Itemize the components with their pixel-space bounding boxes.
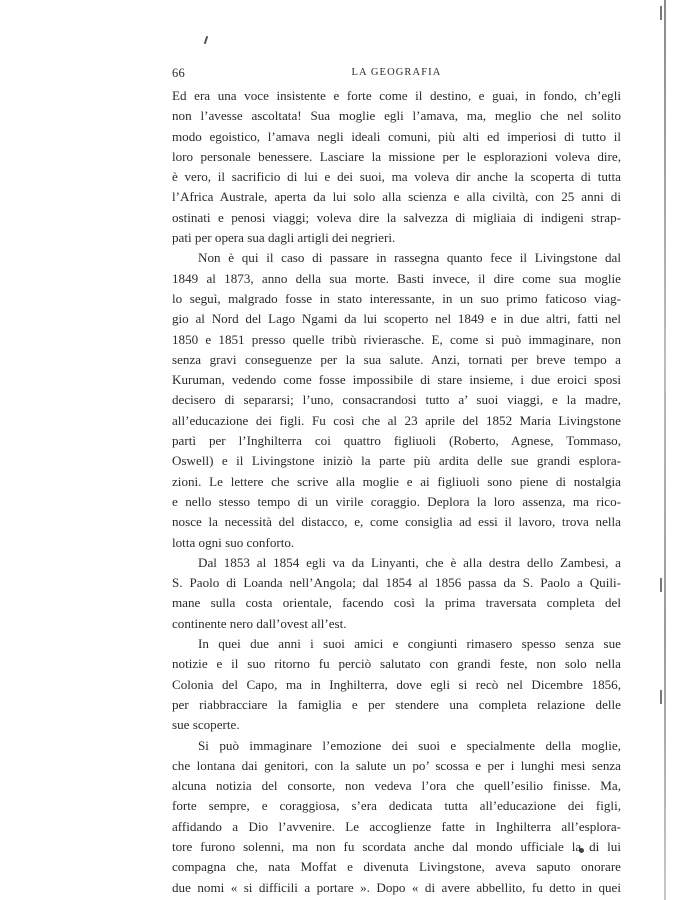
- text-line: è vero, il sacrificio di lui e dei suoi, ma voleva dir anche la scoperta di tutta: [172, 169, 621, 185]
- paragraph: [172, 736, 621, 898]
- text-line: S. Paolo di Loanda nell’Angola; dal 1854 al 1856 passa da S. Paolo a Quili-: [172, 575, 621, 591]
- paragraph: [172, 86, 621, 248]
- text-line: ostinati e penosi viaggi; voleva dire la salvezza di migliaia di indigeni strap-: [172, 209, 621, 225]
- body-text: [172, 86, 621, 898]
- text-line: In quei due anni i suoi amici e congiunti rimasero spesso senza sue: [198, 636, 621, 652]
- text-line: Kuruman, vedendo come fosse impossibile di stare insieme, i due eroici sposi: [172, 372, 621, 388]
- running-title: LA GEOGRAFIA: [351, 67, 442, 78]
- text-line: lotta ogni suo conforto.: [172, 534, 295, 550]
- text-line: zioni. Le lettere che scrive alla moglie e ai figliuoli sono piene di nostalgia: [172, 473, 621, 489]
- text-line: due nomi « si difficili a portare ». Dopo « di avere abbellito, fu detto in quei: [172, 879, 621, 895]
- paragraph: [172, 248, 621, 552]
- text-line: e nello stesso tempo di un virile coraggio. Deplora la loro assenza, ma rico-: [172, 493, 621, 509]
- text-line: gio al Nord del Lago Ngami da lui scoperto nel 1849 e in due altri, fatti nel: [172, 311, 621, 327]
- edge-mark: [660, 578, 662, 592]
- text-line: non l’avesse ascoltata! Sua moglie egli l’amava, ma, meglio che nel solito: [172, 108, 621, 124]
- text-line: l’Africa Australe, aperta da lui solo alla scienza e alla civiltà, con 25 anni di: [172, 189, 621, 205]
- text-line: mane sulla costa orientale, facendo così la prima traversata completa del: [172, 595, 621, 611]
- text-line: che lontana dai genitori, con la salute un po’ scossa e per i lunghi mesi senza: [172, 757, 621, 773]
- text-line: compagna che, nata Moffat e divenuta Livingstone, aveva saputo onorare: [172, 859, 621, 875]
- text-line: forte sempre, e coraggiosa, s’era dedicata tutta all’educazione dei figli,: [172, 798, 621, 814]
- page-number: 66: [172, 66, 186, 80]
- text-line: decisero di separarsi; l’uno, consacrandosi tutto a’ suoi viaggi, e la madre,: [172, 392, 621, 408]
- stray-ink-mark: [204, 36, 208, 44]
- text-line: partì per l’Inghilterra coi quattro figliuoli (Roberto, Agnese, Tommaso,: [172, 433, 621, 449]
- paragraph: [172, 634, 621, 735]
- text-line: Si può immaginare l’emozione dei suoi e specialmente della moglie,: [198, 737, 621, 753]
- text-line: Non è qui il caso di passare in rassegna quanto fece il Livingstone dal: [198, 250, 621, 266]
- paragraph: [172, 553, 621, 634]
- text-line: per riabbracciare la famiglia e per stendere una completa relazione delle: [172, 696, 621, 712]
- text-line: senza gravi conseguenze per la sua salute. Anzi, tornati per breve tempo a: [172, 351, 621, 367]
- page-edge: [664, 0, 666, 900]
- text-line: loro personale benessere. Lasciare la missione per le esplorazioni voleva dire,: [172, 148, 621, 164]
- text-line: sue scoperte.: [172, 717, 240, 733]
- text-line: alcuna notizia del consorte, non vedeva l’ora che quell’esilio finisse. Ma,: [172, 778, 621, 794]
- text-line: 1850 e 1851 presso quelle tribù rivierasche. E, come si può immaginare, non: [172, 331, 621, 347]
- text-line: continente nero dall’ovest all’est.: [172, 615, 347, 631]
- text-line: Dal 1853 al 1854 egli va da Linyanti, che è alla destra dello Zambesi, a: [198, 554, 621, 570]
- text-line: all’educazione dei figli. Fu così che al 23 aprile del 1852 Maria Livingstone: [172, 412, 621, 428]
- text-line: pati per opera sua dagli artigli dei negrieri.: [172, 230, 396, 246]
- text-line: Ed era una voce insistente e forte come il destino, e guai, in fondo, ch’egli: [172, 88, 621, 103]
- text-line: notizie e il suo ritorno fu perciò salutato con grandi feste, non solo nella: [172, 656, 621, 672]
- text-line: 1849 al 1873, anno della sua morte. Basti invece, il dire come sua moglie: [172, 270, 621, 286]
- text-line: tore furono solenni, ma non fu scordata anche dal mondo ufficiale la di lui: [172, 838, 621, 854]
- text-line: modo egoistico, l’amava negli ideali comuni, più alti ed imperiosi di tutto il: [172, 128, 621, 144]
- text-line: lo seguì, malgrado fosse in stato interessante, in un suo primo faticoso viag-: [172, 290, 621, 306]
- text-line: Colonia del Capo, ma in Inghilterra, dove egli si recò nel Dicembre 1856,: [172, 676, 621, 692]
- text-line: Oswell) e il Livingstone iniziò la parte più ardita delle sue grandi esplora-: [172, 453, 621, 469]
- text-line: affidando a Dio l’avvenire. Le accoglienze fatte in Inghilterra all’esplora-: [172, 818, 621, 834]
- text-line: nosce la necessità del distacco, e, come consiglia ad essi il lavoro, trova nella: [172, 514, 621, 530]
- edge-mark: [660, 690, 662, 704]
- page-header: [172, 66, 621, 84]
- edge-mark: [660, 6, 662, 20]
